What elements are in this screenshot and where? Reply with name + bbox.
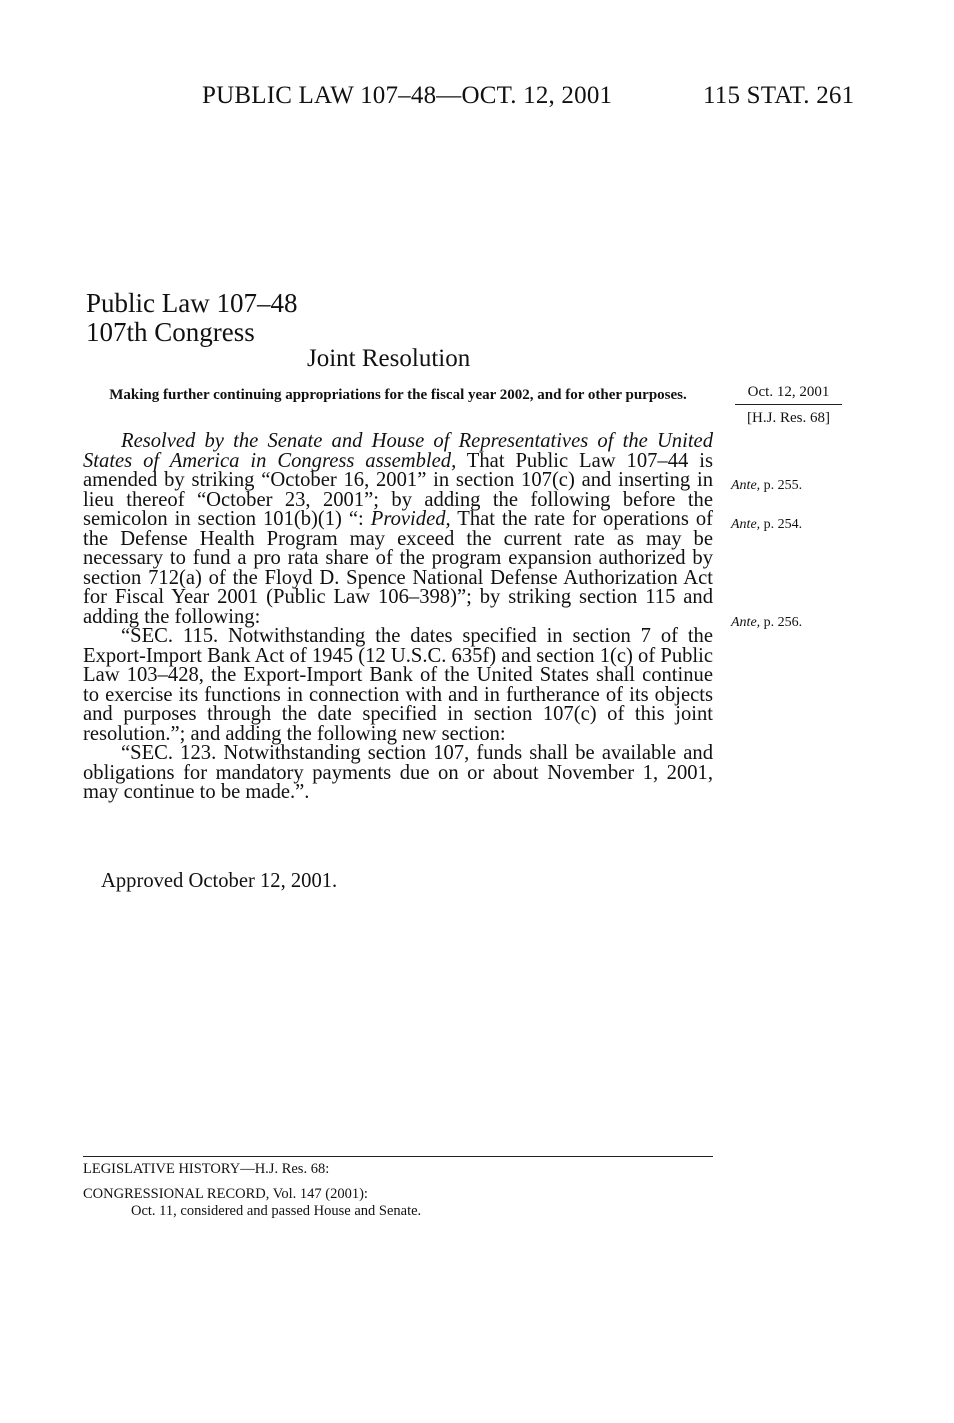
enacting-clause: Resolved by the Senate and House of Representatives of the United States of America in Congress assembled, <box>83 430 713 472</box>
amendment-text-part-2: That the rate for operations of the Defense Health Program may exceed the current rate as may be necessary to fund a pro rata share of the program expansion authorized by section 712(a) of the Floyd D. Spence National Defense Authorization Act for Fiscal Year 2001 (Public Law 106–398)”; by striking section 115 and adding the following: <box>83 508 713 628</box>
margin-note-page: p. 254. <box>760 517 803 532</box>
legislative-history-title: LEGISLATIVE HISTORY—H.J. Res. 68: <box>83 1161 330 1177</box>
statute-reference: 115 STAT. 261 <box>703 82 855 109</box>
sidenote-bill-number: [H.J. Res. 68] <box>747 410 830 426</box>
margin-note-ante-label: Ante, <box>731 478 761 493</box>
provided-clause: Provided, <box>370 508 451 530</box>
margin-note-page: p. 255. <box>760 478 803 493</box>
sidenote-divider <box>735 404 842 405</box>
margin-note-ante-label: Ante, <box>731 615 761 630</box>
margin-note-ante-256 <box>731 615 802 631</box>
section-123-paragraph: “SEC. 123. Notwithstanding section 107, funds shall be available and obligations for mandatory payments due on or about November 1, 2001, may continue to be made.”. <box>83 742 713 803</box>
amendment-text-part-1: That Public Law 107–44 is amended by striking “October 16, 2001” in section 107(c) and inserting in lieu thereof “October 23, 2001”; by adding the following before the semicolon in section 101(b)(1) “: <box>83 449 713 530</box>
section-115-paragraph: “SEC. 115. Notwithstanding the dates specified in section 7 of the Export-Import Bank Act of 1945 (12 U.S.C. 635f) and section 1(c) of Public Law 103–428, the Export-Import Bank of the United States shall continue to exercise its functions in connection with and in furtherance of its objects and purposes through the date specified in section 107(c) of this joint resolution.”; and adding the following new section: <box>83 625 713 745</box>
law-number: Public Law 107–48 <box>86 288 298 318</box>
margin-note-page: p. 256. <box>760 615 803 630</box>
margin-note-ante-254 <box>731 517 802 533</box>
congressional-action-entry: Oct. 11, considered and passed House and Senate. <box>131 1203 422 1219</box>
running-head-title: PUBLIC LAW 107–48—OCT. 12, 2001 <box>202 82 613 109</box>
approval-line: Approved October 12, 2001. <box>101 870 338 892</box>
legislative-history-divider <box>83 1156 713 1157</box>
sidenote-date: Oct. 12, 2001 <box>747 384 830 400</box>
enacting-paragraph <box>83 432 713 627</box>
resolution-body <box>83 432 713 803</box>
document-type-heading: Joint Resolution <box>307 345 471 372</box>
purpose-statement: Making further continuing appropriations for the fiscal year 2002, and for other purposes. <box>109 387 687 403</box>
congressional-record-reference: CONGRESSIONAL RECORD, Vol. 147 (2001): <box>83 1186 368 1202</box>
margin-note-ante-255 <box>731 478 802 494</box>
margin-note-ante-label: Ante, <box>731 517 761 532</box>
congress-label: 107th Congress <box>86 317 255 347</box>
